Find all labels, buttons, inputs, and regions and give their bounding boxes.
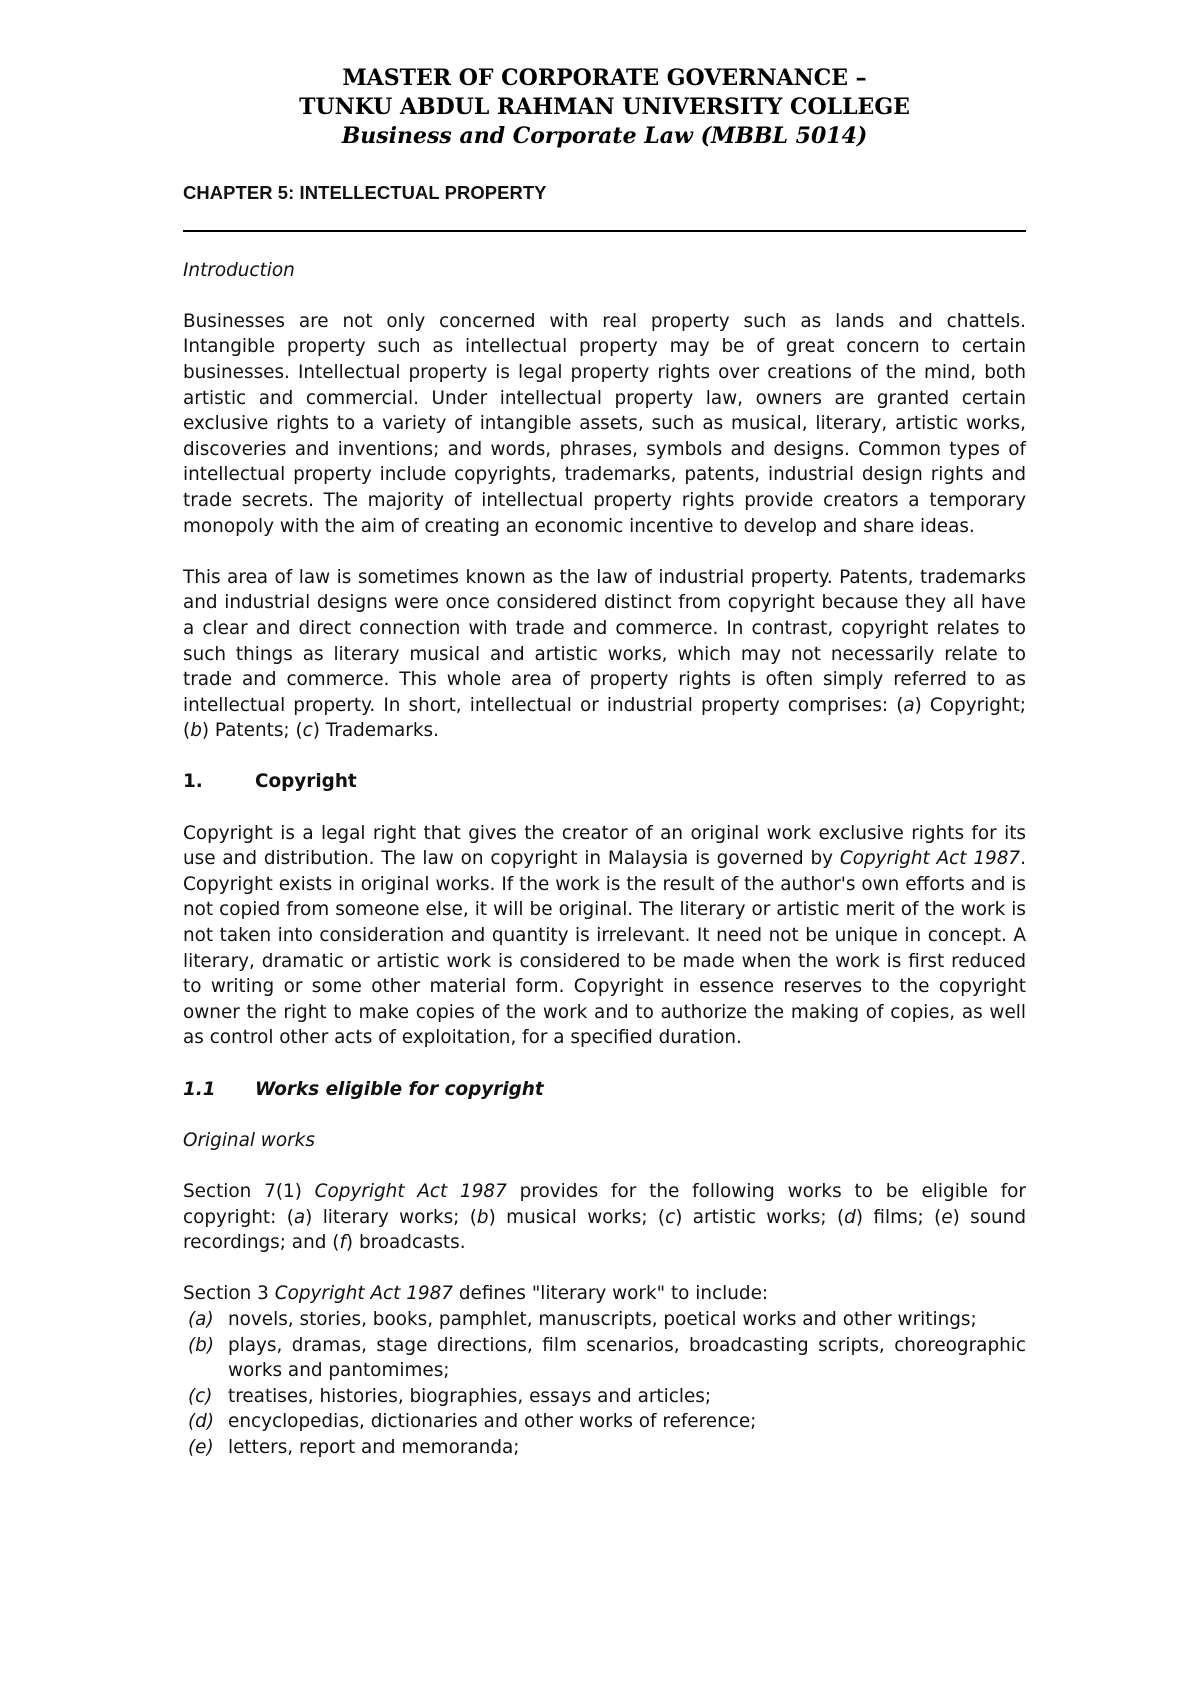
intro-heading: Introduction — [183, 259, 295, 281]
section-heading-works-eligible — [183, 1077, 1026, 1103]
chapter-title: CHAPTER 5: INTELLECTUAL PROPERTY — [183, 182, 547, 203]
list-item-label: (d) — [188, 1411, 215, 1433]
list-item-text: letters, report and memoranda; — [228, 1436, 520, 1458]
list-item-label: (c) — [188, 1385, 213, 1407]
document-page — [183, 64, 1026, 1461]
list-item-text: encyclopedias, dictionaries and other works of reference; — [228, 1411, 757, 1433]
section-heading-copyright — [183, 769, 1026, 795]
institution-title: TUNKU ABDUL RAHMAN UNIVERSITY COLLEGE — [299, 94, 910, 120]
copyright-paragraph: Copyright is a legal right that gives the creator of an original work exclusive rights for its use and distribution. The law on copyright in Malaysia is governed by Copyright Act 1987. Copyright exists in original works. If the work is the result of the author's own efforts and is not copied from someone else, it will be original. The literary or artistic merit of the work is not taken into consideration and quantity is irrelevant. It need not be unique in concept. A literary, dramatic or artistic work is considered to be made when the work is first reduced to writing or some other material form. Copyright in essence reserves to the copyright owner the right to make copies of the work and to authorize the making of copies, as well as control other acts of exploitation, for a specified duration. — [183, 822, 1026, 1049]
list-item-text: plays, dramas, stage directions, film scenarios, broadcasting scripts, choreographic works and pantomimes; — [228, 1334, 1026, 1382]
list-item-text: treatises, histories, biographies, essays and articles; — [228, 1385, 712, 1407]
subheading-original-works: Original works — [183, 1129, 315, 1151]
list-item — [188, 1435, 1026, 1461]
list-item — [188, 1409, 1026, 1435]
program-title: MASTER OF CORPORATE GOVERNANCE – — [342, 65, 867, 91]
course-title: Business and Corporate Law (MBBL 5014) — [341, 123, 868, 149]
literary-work-list — [183, 1307, 1026, 1461]
list-item-label: (b) — [188, 1334, 215, 1356]
list-item-text: novels, stories, books, pamphlet, manuscripts, poetical works and other writings; — [228, 1308, 977, 1330]
list-item-label: (a) — [188, 1308, 214, 1330]
section-number: 1. — [183, 771, 203, 793]
list-item-label: (e) — [188, 1436, 214, 1458]
section-title: Works eligible for copyright — [255, 1078, 544, 1100]
section-title: Copyright — [255, 771, 357, 793]
section-number: 1.1 — [183, 1078, 216, 1100]
section-3-paragraph: Section 3 Copyright Act 1987 defines "literary work" to include: — [183, 1283, 769, 1305]
intro-paragraph-2: This area of law is sometimes known as the law of industrial property. Patents, trademarks and industrial designs were once considered distinct from copyright because they all have a clear and direct connection with trade and commerce. In contrast, copyright relates to such things as literary musical and artistic works, which may not necessarily relate to trade and commerce. This whole area of property rights is often simply referred to as intellectual property. In short, intellectual or industrial property comprises: (a) Copyright; (b) Patents; (c) Trademarks. — [183, 566, 1026, 742]
list-item — [188, 1333, 1026, 1384]
section-7-paragraph: Section 7(1) Copyright Act 1987 provides for the following works to be eligible for copyright: (a) literary works; (b) musical works; (c) artistic works; (d) films; (e) sound recordings; and (f) broadcasts. — [183, 1180, 1027, 1254]
list-item — [188, 1307, 1026, 1333]
list-item — [188, 1384, 1026, 1410]
intro-paragraph-1: Businesses are not only concerned with real property such as lands and chattels. Intangible property such as intellectual property may be of great concern to certain businesses. Intellectual property is legal property rights over creations of the mind, both artistic and commercial. Under intellectual property law, owners are granted certain exclusive rights to a variety of intangible assets, such as musical, literary, artistic works, discoveries and inventions; and words, phrases, symbols and designs. Common types of intellectual property include copyrights, trademarks, patents, industrial design rights and trade secrets. The majority of intellectual property rights provide creators a temporary monopoly with the aim of creating an economic incentive to develop and share ideas. — [183, 310, 1026, 537]
divider — [183, 230, 1026, 232]
